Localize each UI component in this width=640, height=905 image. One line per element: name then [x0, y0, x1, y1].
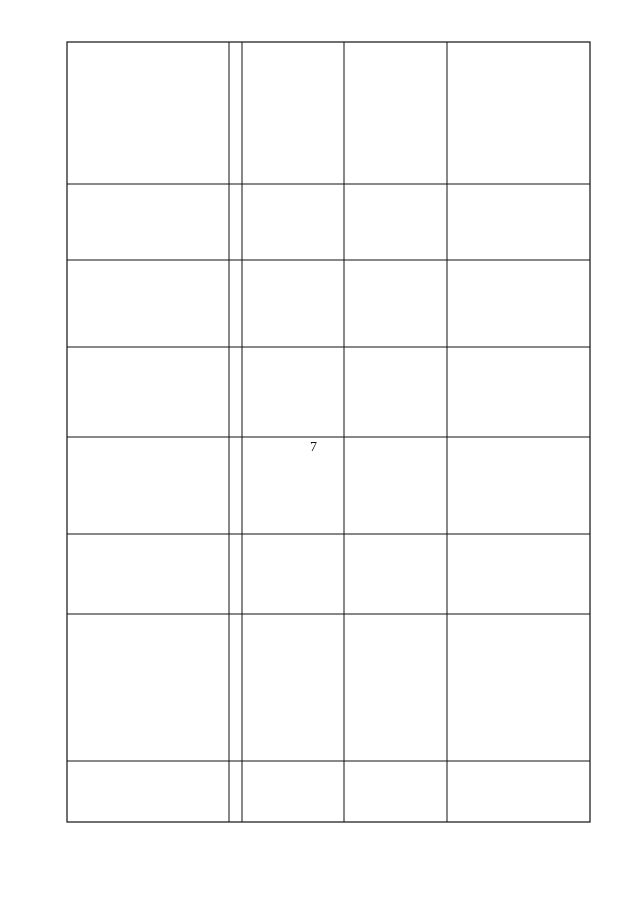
table	[67, 0, 590, 822]
page-number: 7	[310, 440, 317, 455]
grid-lines	[67, 0, 590, 822]
table-border	[67, 42, 590, 822]
